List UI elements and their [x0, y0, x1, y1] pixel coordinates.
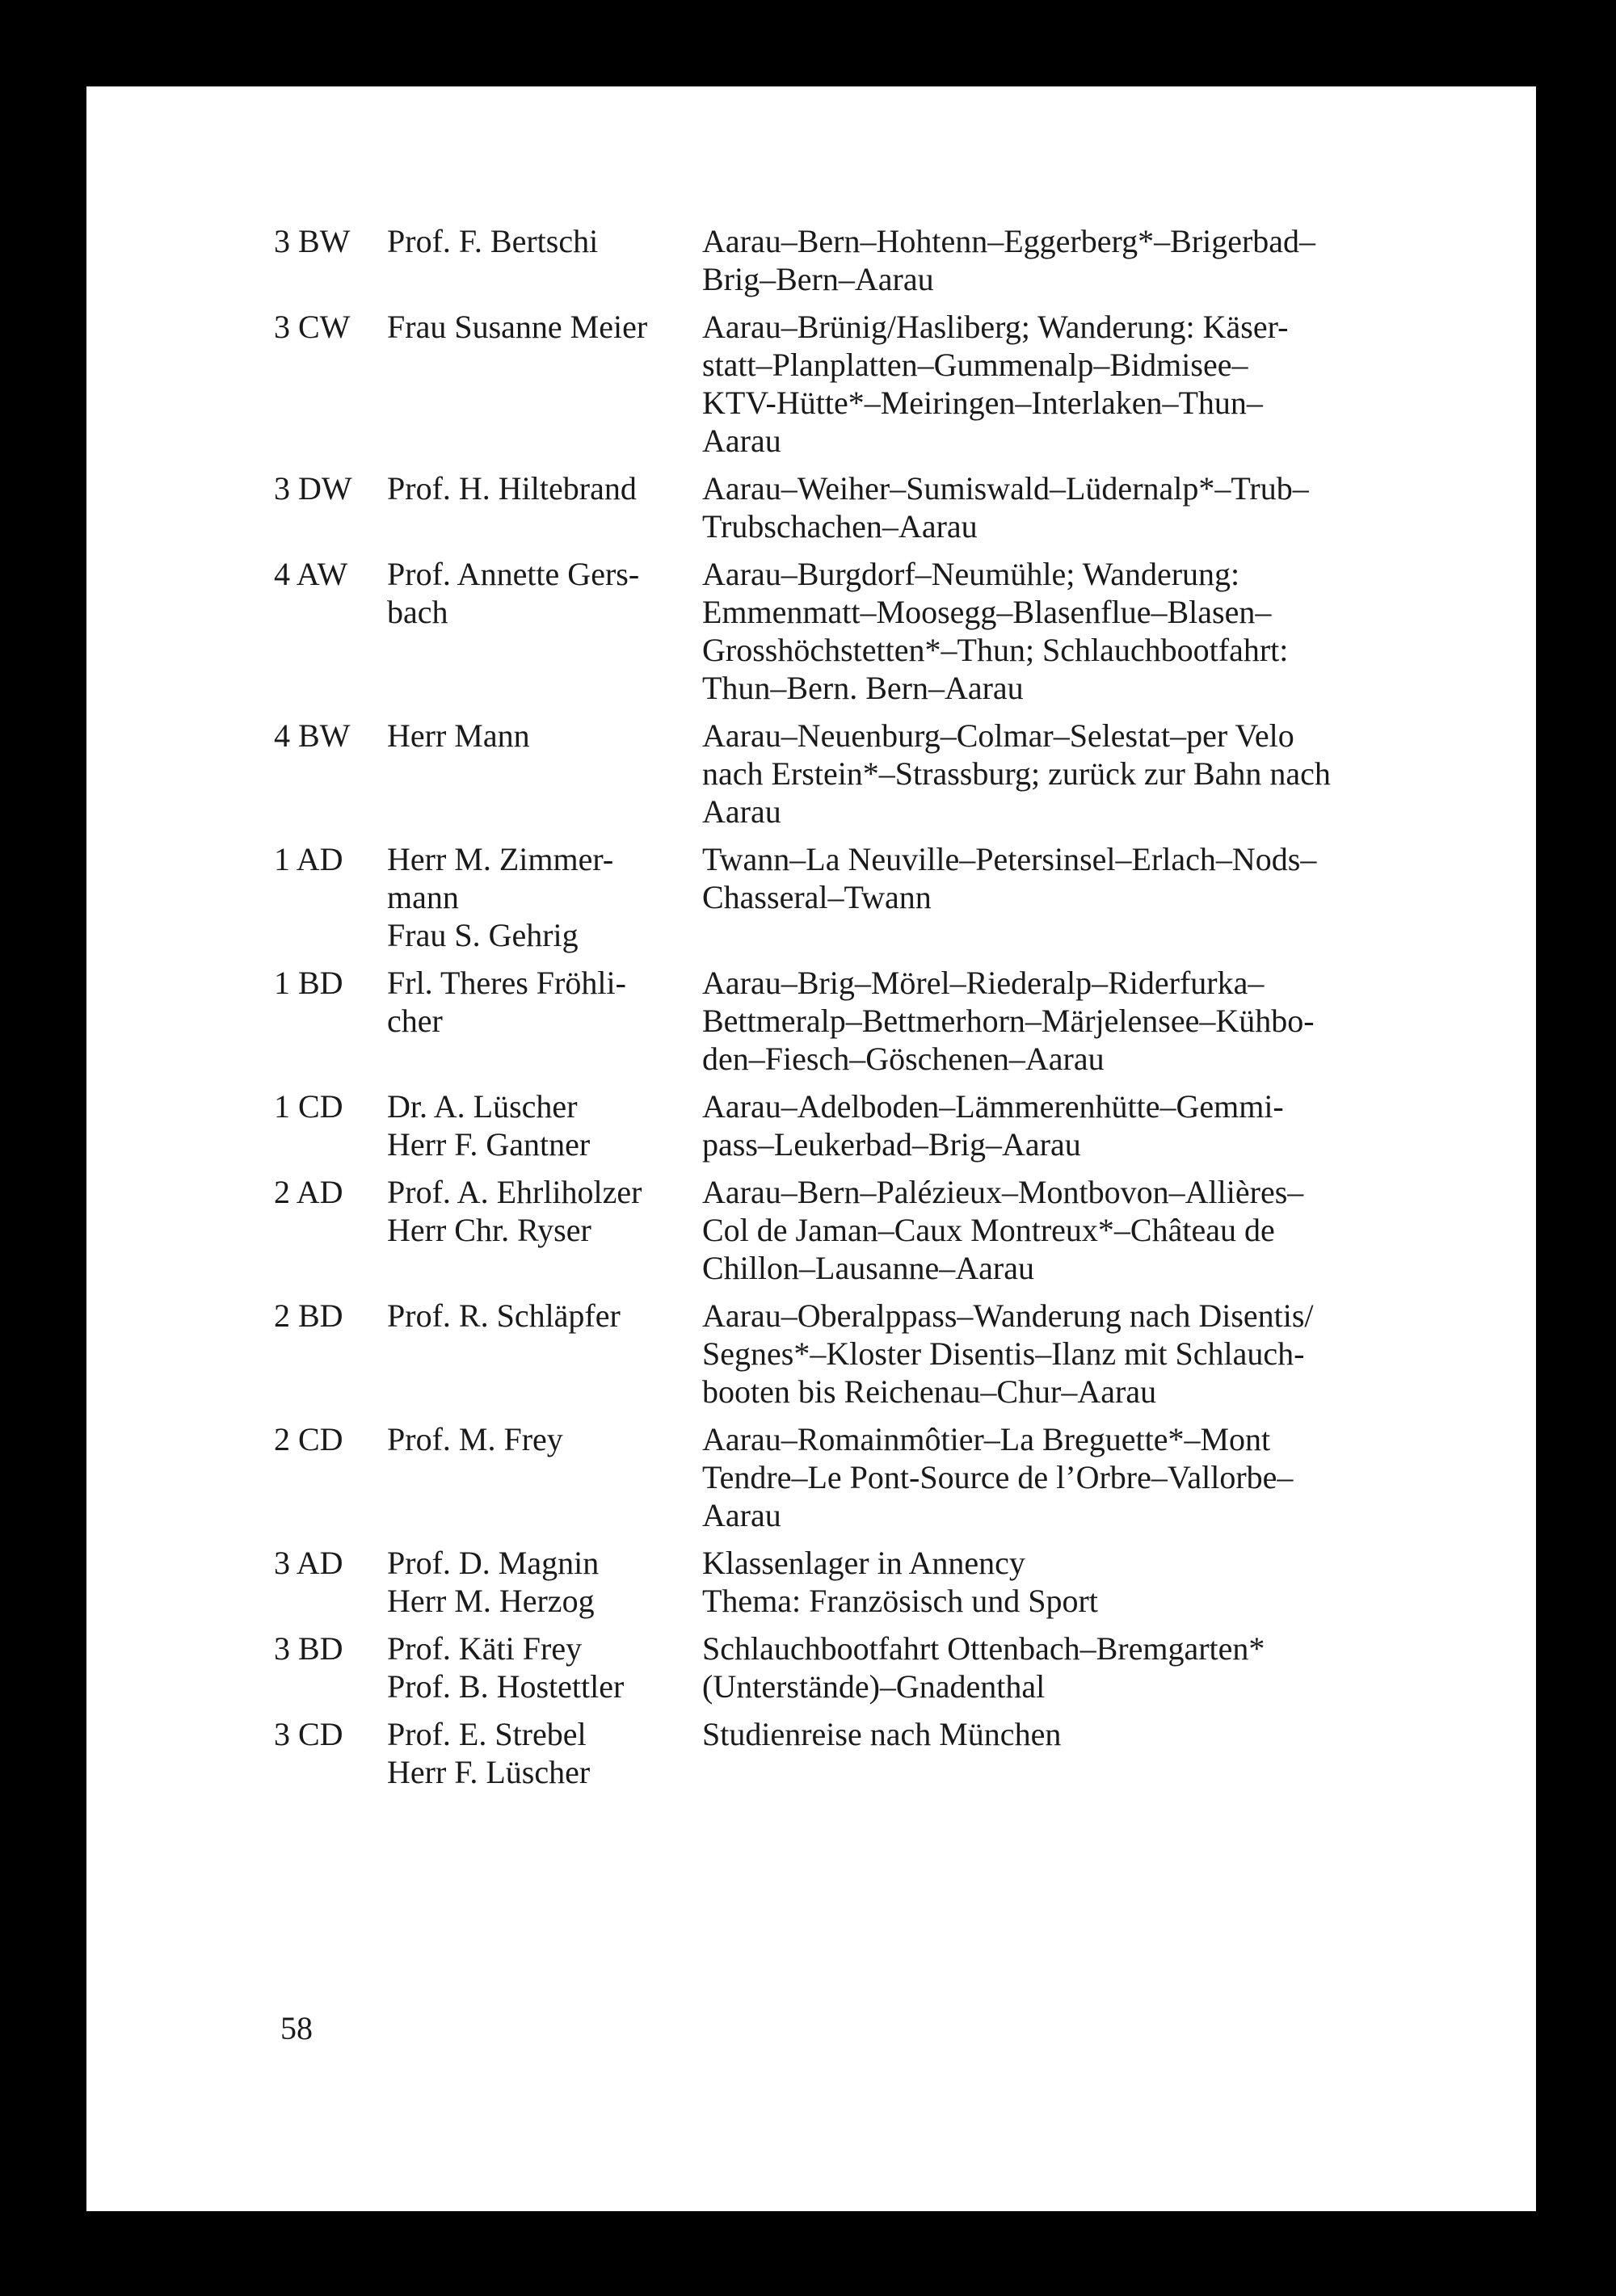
class-trip-table	[274, 222, 1518, 1801]
teacher-line: Prof. B. Hostettler	[387, 1668, 625, 1705]
route-line: Brig–Bern–Aarau	[702, 261, 934, 297]
route-cell	[702, 1297, 1518, 1411]
route-line: Bettmeralp–Bettmerhorn–Märjelensee–Kühbo-	[702, 1003, 1315, 1039]
class-cell: 2 AD	[274, 1174, 343, 1210]
table-row	[274, 717, 1518, 831]
table-row	[274, 308, 1518, 460]
route-line: Aarau–Brünig/Hasliberg; Wanderung: Käser-	[702, 309, 1289, 345]
route-line: Aarau	[702, 793, 781, 830]
teacher-line: cher	[387, 1003, 443, 1039]
table-row	[274, 1629, 1518, 1705]
teacher-line: Frau S. Gehrig	[387, 917, 579, 953]
table-row	[274, 964, 1518, 1078]
route-line: Chasseral–Twann	[702, 879, 932, 915]
teacher-line: Prof. Annette Gers-	[387, 556, 640, 592]
route-cell	[702, 1629, 1518, 1705]
teacher-cell	[387, 717, 702, 755]
teacher-cell	[387, 555, 702, 631]
teacher-line: Herr M. Zimmer-	[387, 841, 614, 877]
teacher-line: Prof. D. Magnin	[387, 1545, 600, 1581]
route-cell	[702, 469, 1518, 545]
route-line: Aarau–Romainmôtier–La Breguette*–Mont	[702, 1421, 1271, 1457]
route-line: Aarau	[702, 1497, 781, 1533]
route-line: Col de Jaman–Caux Montreux*–Château de	[702, 1212, 1275, 1248]
page-number: 58	[280, 2010, 313, 2046]
teacher-line: Prof. E. Strebel	[387, 1716, 587, 1752]
route-line: Aarau–Neuenburg–Colmar–Selestat–per Velo	[702, 717, 1294, 754]
route-line: Chillon–Lausanne–Aarau	[702, 1250, 1034, 1286]
teacher-line: Herr Chr. Ryser	[387, 1212, 591, 1248]
teacher-line: Prof. Käti Frey	[387, 1630, 583, 1667]
route-line: Trubschachen–Aarau	[702, 508, 978, 545]
teacher-line: Frau Susanne Meier	[387, 309, 648, 345]
route-cell	[702, 840, 1518, 916]
table-row	[274, 1297, 1518, 1411]
table-row	[274, 1173, 1518, 1287]
teacher-line: Herr F. Lüscher	[387, 1754, 591, 1790]
teacher-line: Frl. Theres Fröhli-	[387, 965, 626, 1001]
table-row	[274, 1420, 1518, 1534]
class-cell: 4 BW	[274, 717, 351, 754]
class-cell: 3 AD	[274, 1545, 343, 1581]
table-row	[274, 1715, 1518, 1791]
teacher-line: Prof. A. Ehrliholzer	[387, 1174, 642, 1210]
class-cell: 1 BD	[274, 965, 343, 1001]
route-cell	[702, 1544, 1518, 1620]
table-row	[274, 840, 1518, 954]
route-cell	[702, 222, 1518, 298]
route-line: Klassenlager in Annency	[702, 1545, 1025, 1581]
teacher-line: mann	[387, 879, 459, 915]
route-cell	[702, 1715, 1518, 1753]
table-row	[274, 555, 1518, 707]
teacher-cell	[387, 840, 702, 954]
route-line: Twann–La Neuville–Petersinsel–Erlach–Nods–	[702, 841, 1317, 877]
route-cell	[702, 964, 1518, 1078]
route-line: Emmenmatt–Moosegg–Blasenflue–Blasen–	[702, 594, 1272, 630]
route-line: Tendre–Le Pont-Source de l’Orbre–Vallorbe–	[702, 1459, 1294, 1495]
class-cell: 1 AD	[274, 841, 343, 877]
teacher-cell	[387, 469, 702, 507]
route-line: Thema: Französisch und Sport	[702, 1583, 1098, 1619]
route-line: pass–Leukerbad–Brig–Aarau	[702, 1126, 1081, 1163]
route-line: statt–Planplatten–Gummenalp–Bidmisee–	[702, 347, 1248, 383]
table-row	[274, 469, 1518, 545]
teacher-line: Herr Mann	[387, 717, 530, 754]
class-cell: 4 AW	[274, 556, 348, 592]
document-page	[86, 86, 1536, 2211]
class-cell: 1 CD	[274, 1088, 343, 1125]
teacher-cell	[387, 1297, 702, 1335]
teacher-line: bach	[387, 594, 448, 630]
class-cell: 3 BW	[274, 223, 351, 259]
route-line: Grosshöchstetten*–Thun; Schlauchbootfahrt:	[702, 632, 1289, 668]
teacher-cell	[387, 1173, 702, 1249]
teacher-line: Herr M. Herzog	[387, 1583, 595, 1619]
teacher-cell	[387, 1087, 702, 1163]
table-row	[274, 1544, 1518, 1620]
teacher-line: Prof. M. Frey	[387, 1421, 563, 1457]
route-cell	[702, 1087, 1518, 1163]
route-line: Aarau–Weiher–Sumiswald–Lüdernalp*–Trub–	[702, 470, 1309, 507]
route-cell	[702, 717, 1518, 831]
route-line: Schlauchbootfahrt Ottenbach–Bremgarten*	[702, 1630, 1265, 1667]
route-line: Aarau–Bern–Palézieux–Montbovon–Allières–	[702, 1174, 1304, 1210]
teacher-cell	[387, 1715, 702, 1791]
table-row	[274, 222, 1518, 298]
class-cell: 3 CD	[274, 1716, 343, 1752]
route-line: den–Fiesch–Göschenen–Aarau	[702, 1041, 1105, 1077]
route-line: booten bis Reichenau–Chur–Aarau	[702, 1373, 1157, 1410]
route-line: nach Erstein*–Strassburg; zurück zur Bahn nach	[702, 755, 1331, 792]
route-line: KTV-Hütte*–Meiringen–Interlaken–Thun–	[702, 385, 1263, 421]
teacher-line: Prof. H. Hiltebrand	[387, 470, 637, 507]
route-line: Aarau–Bern–Hohtenn–Eggerberg*–Brigerbad–	[702, 223, 1316, 259]
teacher-cell	[387, 964, 702, 1040]
route-line: Aarau–Oberalppass–Wanderung nach Disentis/	[702, 1297, 1314, 1334]
route-cell	[702, 1420, 1518, 1534]
route-cell	[702, 1173, 1518, 1287]
route-line: (Unterstände)–Gnadenthal	[702, 1668, 1046, 1705]
route-cell	[702, 555, 1518, 707]
route-line: Thun–Bern. Bern–Aarau	[702, 670, 1024, 706]
route-line: Aarau–Adelboden–Lämmerenhütte–Gemmi-	[702, 1088, 1284, 1125]
teacher-line: Prof. R. Schläpfer	[387, 1297, 621, 1334]
teacher-cell	[387, 1544, 702, 1620]
class-cell: 2 BD	[274, 1297, 343, 1334]
teacher-cell	[387, 222, 702, 260]
teacher-cell	[387, 1420, 702, 1458]
class-cell: 3 BD	[274, 1630, 343, 1667]
teacher-line: Prof. F. Bertschi	[387, 223, 599, 259]
route-line: Aarau–Burgdorf–Neumühle; Wanderung:	[702, 556, 1240, 592]
route-line: Studienreise nach München	[702, 1716, 1062, 1752]
route-line: Segnes*–Kloster Disentis–Ilanz mit Schlauch-	[702, 1335, 1305, 1372]
class-cell: 3 DW	[274, 470, 352, 507]
class-cell: 2 CD	[274, 1421, 343, 1457]
route-line: Aarau–Brig–Mörel–Riederalp–Riderfurka–	[702, 965, 1265, 1001]
route-line: Aarau	[702, 423, 781, 459]
teacher-cell	[387, 308, 702, 346]
route-cell	[702, 308, 1518, 460]
table-row	[274, 1087, 1518, 1163]
teacher-line: Herr F. Gantner	[387, 1126, 591, 1163]
class-cell: 3 CW	[274, 309, 351, 345]
teacher-line: Dr. A. Lüscher	[387, 1088, 578, 1125]
teacher-cell	[387, 1629, 702, 1705]
